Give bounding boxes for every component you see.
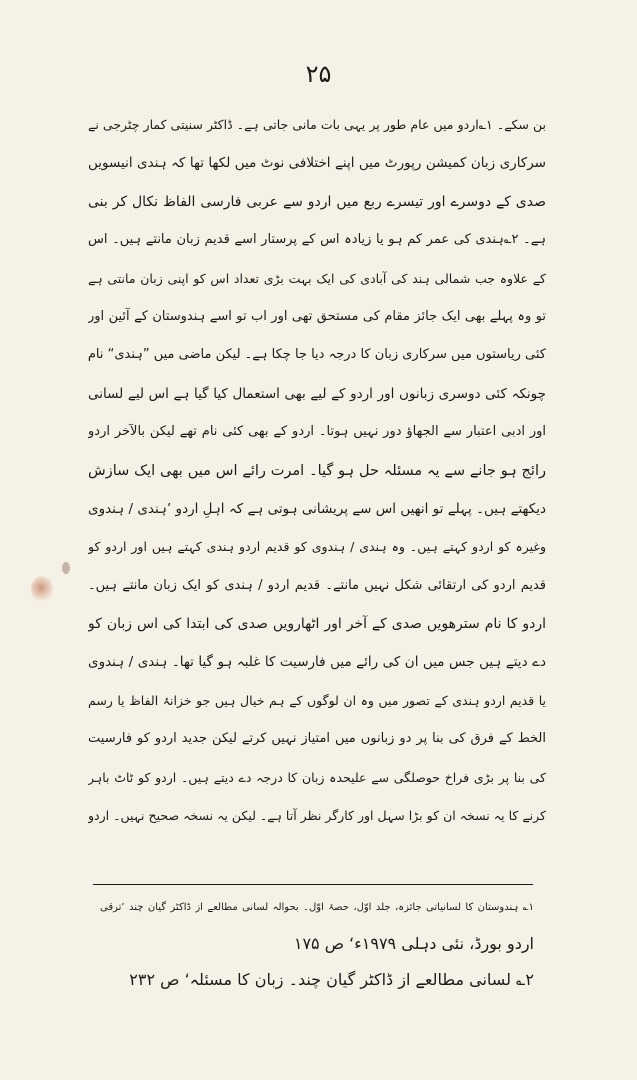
body-text <box>88 106 546 835</box>
text-line: چونکہ کئی دوسری زبانوں اور اردو کے لیے بھی استعمال کیا گیا ہے اس لیے لسانی <box>88 385 546 402</box>
text-line: ہے۔ ۲؎ہندی کی عمر کم ہو یا زیادہ اس کے پرستار اسے قدیم زبان مانتے ہیں۔ اس <box>88 232 546 248</box>
footnotes <box>100 890 534 998</box>
text-line: یا قدیم اردو ہندی کے تصور میں وہ ان لوگوں کے ہم خیال ہیں جو خزانۂ الفاظ یا رسم <box>88 692 546 708</box>
text-line: کئی ریاستوں میں سرکاری زبان کا درجہ دیا جا چکا ہے۔ لیکن ماضی میں ”ہندی“ نام <box>88 347 546 363</box>
page-number: ۲۵ <box>305 60 332 88</box>
text-line: اردو کا نام سترھویں صدی کے آخر اور اٹھارویں صدی کی ابتدا کی اس زبان کو <box>88 616 546 633</box>
text-line: کرنے کا یہ نسخہ ان کو بڑا سہل اور کارگر نظر آتا ہے۔ لیکن یہ نسخہ صحیح نہیں۔ اردو <box>88 808 546 824</box>
footnote-line: ۱؎ ہندوستان کا لسانیاتی جائزہ، جلد اوّل، حصۂ اوّل۔ بحوالہ لسانی مطالعے از ڈاکٹر گیان چند ’ترقی <box>100 902 534 913</box>
text-line: وغیرہ کو اردو کہتے ہیں۔ وہ ہندی / ہندوی کو قدیم اردو ہندی کہتے ہیں اور اردو کو <box>88 539 546 555</box>
text-line: قدیم اردو کی ارتقائی شکل نہیں مانتے۔ قدیم اردو / ہندی کو ایک زبان مانتے ہیں۔ <box>88 577 546 593</box>
text-line: دیکھتے ہیں۔ پہلے تو انھیں اس سے پریشانی ہوتی ہے کہ اہلِ اردو ’ہندی / ہندوی <box>88 500 546 517</box>
ink-smudge <box>62 562 70 574</box>
text-line: رائج ہو جانے سے یہ مسئلہ حل ہو گیا۔ امرت رائے اس میں بھی ایک سازش <box>88 462 546 479</box>
text-line: صدی کے دوسرے اور تیسرے ربع میں اردو سے عربی فارسی الفاظ نکال کر بنی <box>88 193 546 210</box>
footnote-line: ۲؎ لسانی مطالعے از ڈاکٹر گیان چند۔ زبان کا مسئلہ‘ ص ۲۳۲ <box>129 970 534 989</box>
text-line: کی بنا پر بڑی فراخ حوصلگی سے علیحدہ زبان کا درجہ دے دیتے ہیں۔ اردو کو ٹاٹ باہر <box>88 769 546 785</box>
page-stain <box>31 576 53 602</box>
footnote-line: اردو بورڈ، نئی دہلی ۱۹۷۹ء‘ ص ۱۷۵ <box>293 934 534 953</box>
text-line: سرکاری زبان کمیشن رپورٹ میں اپنے اختلافی نوٹ میں لکھا تھا کہ ہندی انیسویں <box>88 155 546 172</box>
text-line: الخط کے فرق کی بنا پر دو زبانوں میں امتیاز نہیں کرتے لیکن جدید اردو کو فارسیت <box>88 731 546 747</box>
text-line: دے دیتے ہیں جس میں ان کی رائے میں فارسیت کا غلبہ ہو گیا تھا۔ ہندی / ہندوی <box>88 654 546 671</box>
text-line: اور ادبی اعتبار سے الجھاؤ دور نہیں ہوتا۔ اردو کے بھی کئی نام تھے لیکن بالآخر اردو <box>88 424 546 440</box>
text-line: بن سکے۔ ۱؎اردو میں عام طور پر یہی بات مانی جاتی ہے۔ ڈاکٹر سنیتی کمار چٹرجی نے <box>88 117 546 132</box>
text-line: تو وہ پہلے بھی ایک جائز مقام کی مستحق تھی اور اب تو اسے ہندوستان کے آئین اور <box>88 308 546 324</box>
footnote-divider <box>93 884 533 885</box>
text-line: کے علاوہ جب شمالی ہند کی آبادی کی ایک بہت بڑی تعداد اس کو اپنی زبان مانتی ہے <box>88 270 546 286</box>
